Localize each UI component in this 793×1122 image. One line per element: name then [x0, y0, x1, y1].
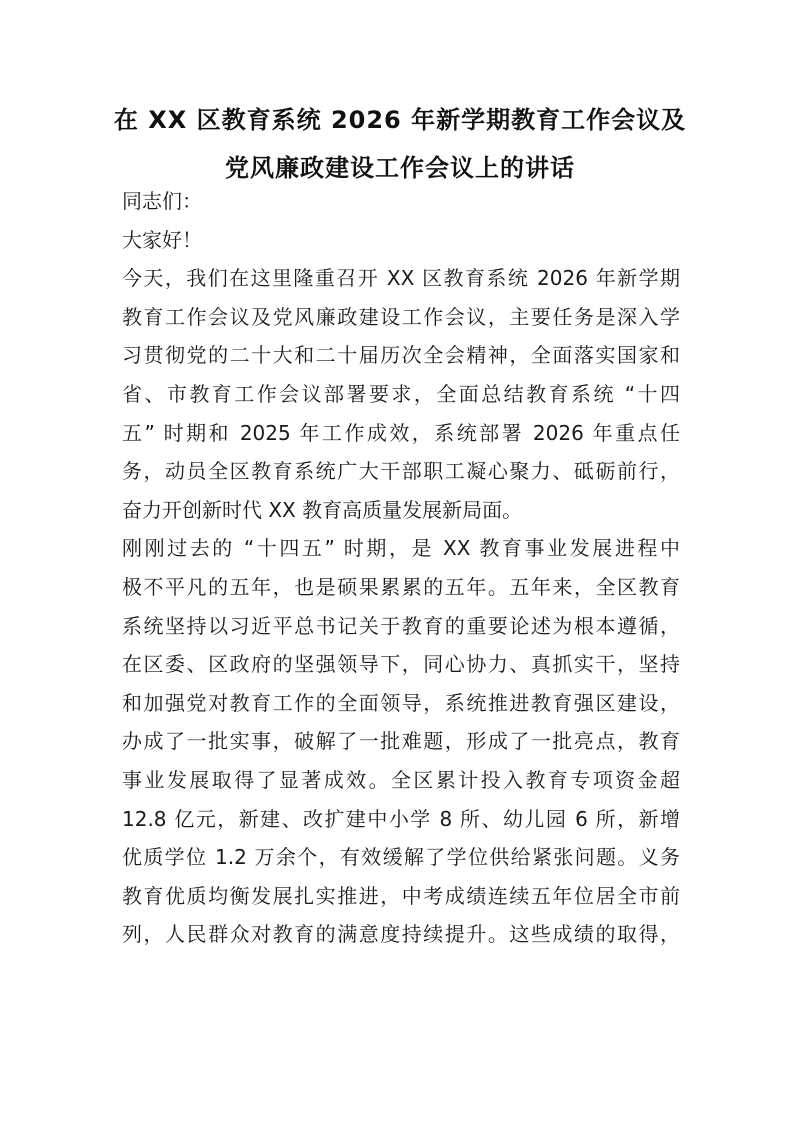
salutation: 同志们：: [122, 189, 202, 213]
body-line: 系统坚持以习近平总书记关于教育的重要论述为根本遵循，: [122, 613, 680, 638]
body-line: 务，动员全区教育系统广大干部职工凝心聚力、砥砺前行，: [122, 459, 680, 484]
body-line: 省、市教育工作会议部署要求，全面总结教育系统 “十四: [122, 381, 680, 406]
speech-body: [122, 182, 680, 954]
body-line: 极不平凡的五年，也是硕果累累的五年。五年来，全区教育: [122, 574, 680, 599]
body-line: 12.8 亿元，新建、改扩建中小学 8 所、幼儿园 6 所，新增: [122, 806, 680, 831]
title-line-2: 党风廉政建设工作会议上的讲话: [225, 154, 575, 182]
body-line: 习贯彻党的二十大和二十届历次全会精神，全面落实国家和: [122, 343, 680, 368]
body-line: 办成了一批实事，破解了一批难题，形成了一批亮点，教育: [122, 729, 680, 754]
body-line: 优质学位 1.2 万余个，有效缓解了学位供给紧张问题。义务: [122, 845, 680, 870]
body-line: 五” 时期和 2025 年工作成效，系统部署 2026 年重点任: [122, 420, 680, 445]
body-line: 列，人民群众对教育的满意度持续提升。这些成绩的取得，: [122, 922, 680, 947]
body-line: 在区委、区政府的坚强领导下，同心协力、真抓实干，坚持: [122, 652, 680, 677]
body-line: 和加强党对教育工作的全面领导，系统推进教育强区建设，: [122, 690, 680, 715]
body-line: 今天，我们在这里隆重召开 XX 区教育系统 2026 年新学期: [122, 266, 680, 291]
body-line: 教育优质均衡发展扎实推进，中考成绩连续五年位居全市前: [122, 883, 680, 908]
body-line: 刚刚过去的 “十四五” 时期，是 XX 教育事业发展进程中: [122, 536, 680, 561]
speech-title: [100, 96, 700, 192]
body-line: 事业发展取得了显著成效。全区累计投入教育专项资金超: [122, 767, 680, 792]
body-line: 教育工作会议及党风廉政建设工作会议，主要任务是深入学: [122, 304, 680, 329]
body-line: 奋力开创新时代 XX 教育高质量发展新局面。: [122, 497, 523, 522]
title-line-1: 在 XX 区教育系统 2026 年新学期教育工作会议及: [113, 106, 687, 134]
greeting: 大家好！: [122, 227, 202, 252]
